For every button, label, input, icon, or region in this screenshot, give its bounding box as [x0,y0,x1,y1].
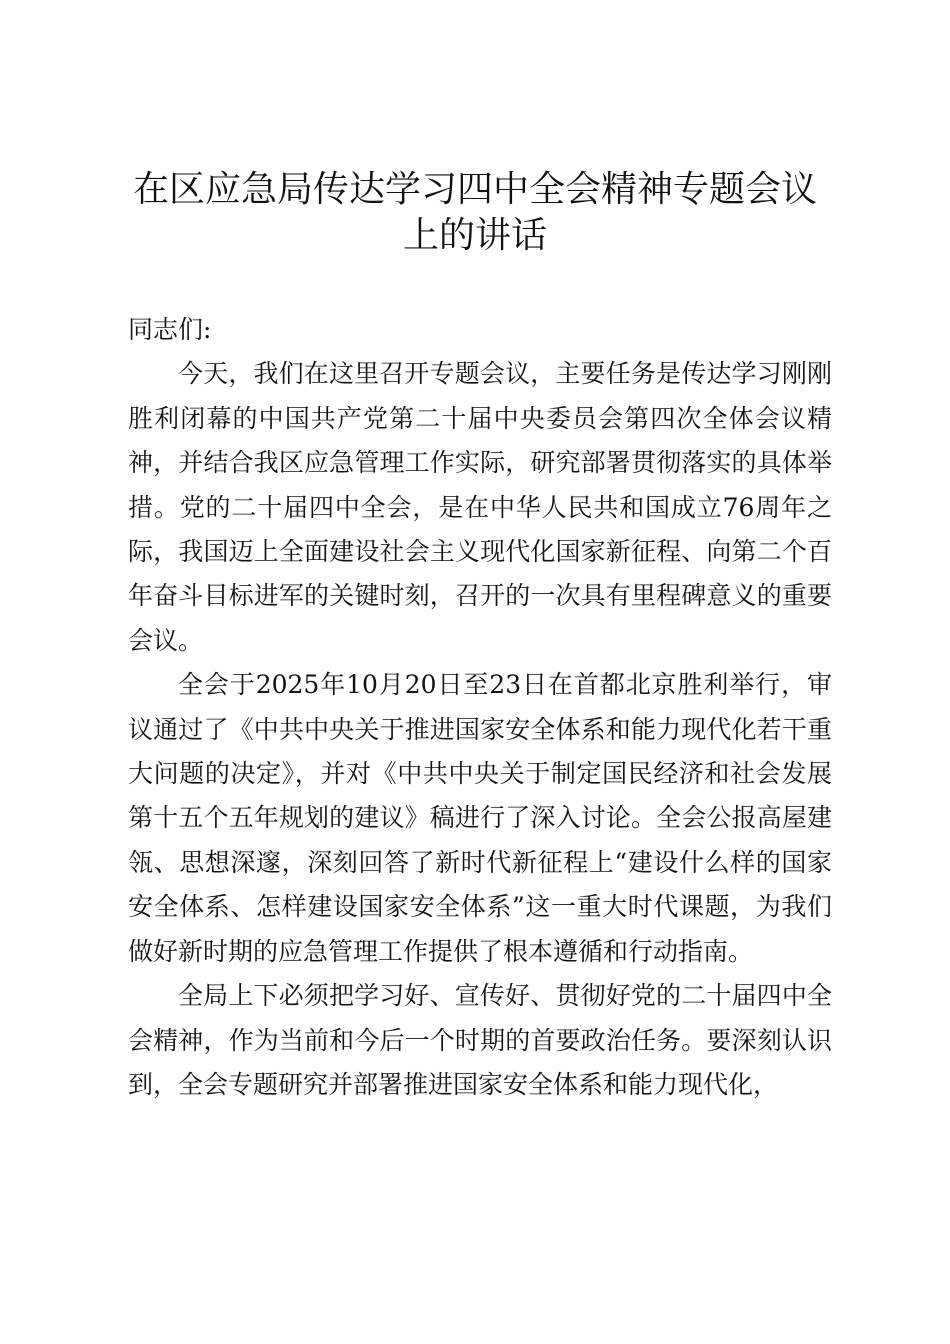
paragraph: 全局上下必须把学习好、宣传好、贯彻好党的二十届四中全会精神，作为当前和今后一个时期的首要政治任务。要深刻认识到，全会专题研究并部署推进国家安全体系和能力现代化， [128,981,832,1099]
paragraph: 今天，我们在这里召开专题会议，主要任务是传达学习刚刚胜利闭幕的中国共产党第二十届中央委员会第四次全体会议精神，并结合我区应急管理工作实际，研究部署贯彻落实的具体举措。党的二十届四中全会，是在中华人民共和国成立76周年之际，我国迈上全面建设社会主义现代化国家新征程、向第二个百年奋斗目标进军的关键时刻，召开的一次具有里程碑意义的重要会议。 [128,359,832,655]
salutation: 同志们: [128,315,212,344]
document-body [128,308,832,1107]
paragraph: 全会于2025年10月20日至23日在首都北京胜利举行，审议通过了《中共中央关于推进国家安全体系和能力现代化若干重大问题的决定》，并对《中共中央关于制定国民经济和社会发展第十五个五年规划的建议》稿进行了深入讨论。全会公报高屋建瓴、思想深邃，深刻回答了新时代新征程上“建设什么样的国家安全体系、怎样建设国家安全体系”这一重大时代课题，为我们做好新时期的应急管理工作提供了根本遵循和行动指南。 [128,670,832,966]
page-title: 在区应急局传达学习四中全会精神专题会议上的讲话 [132,169,817,256]
